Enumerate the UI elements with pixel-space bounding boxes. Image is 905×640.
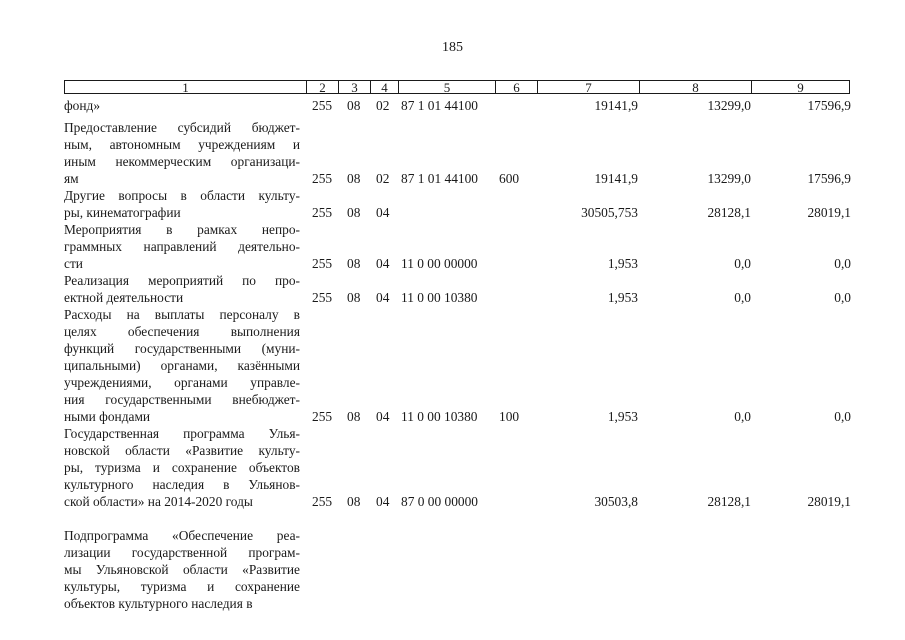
description-line: Предоставление субсидий бюджет- xyxy=(64,120,300,135)
description-line: граммных направлений деятельно- xyxy=(64,239,300,254)
description-line: Реализация мероприятий по про- xyxy=(64,273,300,288)
description-line: новской области «Развитие культу- xyxy=(64,443,300,458)
cell-col-2: 255 xyxy=(312,409,333,424)
row-description xyxy=(64,97,300,114)
cell-col-2: 255 xyxy=(312,98,333,113)
cell-col-9: 0,0 xyxy=(834,256,851,271)
description-line: фонд» xyxy=(64,98,101,113)
header-col-9: 9 xyxy=(752,80,850,94)
cell-col-4: 04 xyxy=(376,494,390,509)
cell-col-5: 87 1 01 44100 xyxy=(401,98,478,113)
table-row xyxy=(64,527,850,612)
cell-col-9: 0,0 xyxy=(834,290,851,305)
description-line: ципальными) органами, казёнными xyxy=(64,358,300,373)
cell-col-8: 13299,0 xyxy=(707,98,751,113)
cell-col-8: 28128,1 xyxy=(707,494,751,509)
table-header xyxy=(64,80,850,95)
table-row xyxy=(64,425,850,510)
cell-col-5: 11 0 00 00000 xyxy=(401,256,478,271)
cell-col-6: 600 xyxy=(499,171,520,186)
table-row xyxy=(64,187,850,221)
cell-col-7: 30503,8 xyxy=(594,494,638,509)
cell-col-7: 1,953 xyxy=(607,290,638,305)
description-line: ры, туризма и сохранение объектов xyxy=(64,460,300,475)
cell-col-3: 08 xyxy=(347,205,361,220)
cell-col-7: 19141,9 xyxy=(594,98,638,113)
cell-col-6: 100 xyxy=(499,409,520,424)
cell-col-2: 255 xyxy=(312,205,333,220)
description-line: Расходы на выплаты персоналу в xyxy=(64,307,300,322)
cell-col-8: 0,0 xyxy=(734,290,751,305)
description-line: ектной деятельности xyxy=(64,290,184,305)
description-line: Подпрограмма «Обеспечение реа- xyxy=(64,528,300,543)
header-col-3: 3 xyxy=(339,80,371,94)
cell-col-5: 11 0 00 10380 xyxy=(401,290,478,305)
cell-col-8: 13299,0 xyxy=(707,171,751,186)
table-row xyxy=(64,97,850,114)
cell-col-8: 0,0 xyxy=(734,409,751,424)
cell-col-5: 87 1 01 44100 xyxy=(401,171,478,186)
description-line: лизации государственной програм- xyxy=(64,545,300,560)
cell-col-2: 255 xyxy=(312,494,333,509)
header-col-7: 7 xyxy=(538,80,640,94)
header-col-1: 1 xyxy=(64,80,307,94)
cell-col-3: 08 xyxy=(347,409,361,424)
row-description xyxy=(64,187,300,221)
cell-col-2: 255 xyxy=(312,171,333,186)
description-line: функций государственными (муни- xyxy=(64,341,300,356)
cell-col-3: 08 xyxy=(347,171,361,186)
cell-col-7: 1,953 xyxy=(607,409,638,424)
cell-col-5: 11 0 00 10380 xyxy=(401,409,478,424)
cell-col-2: 255 xyxy=(312,256,333,271)
cell-col-9: 0,0 xyxy=(834,409,851,424)
description-line: Государственная программа Улья- xyxy=(64,426,300,441)
cell-col-3: 08 xyxy=(347,290,361,305)
table-row xyxy=(64,221,850,272)
page-number: 185 xyxy=(442,40,463,55)
description-line: ской области» на 2014-2020 годы xyxy=(64,494,253,509)
row-description xyxy=(64,527,300,612)
description-line: учреждениями, органами управле- xyxy=(64,375,300,390)
cell-col-4: 04 xyxy=(376,256,390,271)
row-description xyxy=(64,425,300,510)
cell-col-3: 08 xyxy=(347,494,361,509)
description-line: мы Ульяновской области «Развитие xyxy=(64,562,300,577)
description-line: Другие вопросы в области культу- xyxy=(64,188,300,203)
cell-col-9: 28019,1 xyxy=(807,205,851,220)
row-description xyxy=(64,306,300,425)
description-line: ния государственными внебюджет- xyxy=(64,392,300,407)
cell-col-2: 255 xyxy=(312,290,333,305)
description-line: сти xyxy=(64,256,83,271)
cell-col-7: 19141,9 xyxy=(594,171,638,186)
cell-col-3: 08 xyxy=(347,98,361,113)
description-line: ям xyxy=(64,171,79,186)
cell-col-7: 30505,753 xyxy=(581,205,638,220)
cell-col-3: 08 xyxy=(347,256,361,271)
header-col-8: 8 xyxy=(640,80,752,94)
header-col-6: 6 xyxy=(496,80,538,94)
row-description xyxy=(64,221,300,272)
cell-col-7: 1,953 xyxy=(607,256,638,271)
description-line: иным некоммерческим организаци- xyxy=(64,154,300,169)
table-row xyxy=(64,306,850,425)
cell-col-8: 0,0 xyxy=(734,256,751,271)
description-line: ным, автономным учреждениям и xyxy=(64,137,300,152)
description-line: ными фондами xyxy=(64,409,151,424)
row-description xyxy=(64,272,300,306)
cell-col-4: 04 xyxy=(376,290,390,305)
cell-col-9: 17596,9 xyxy=(807,98,851,113)
description-line: объектов культурного наследия в xyxy=(64,596,253,611)
cell-col-9: 17596,9 xyxy=(807,171,851,186)
cell-col-4: 02 xyxy=(376,171,390,186)
cell-col-8: 28128,1 xyxy=(707,205,751,220)
header-col-5: 5 xyxy=(399,80,496,94)
description-line: культуры, туризма и сохранение xyxy=(64,579,300,594)
header-col-2: 2 xyxy=(307,80,339,94)
cell-col-5: 87 0 00 00000 xyxy=(401,494,478,509)
cell-col-4: 04 xyxy=(376,409,390,424)
table-row xyxy=(64,119,850,187)
cell-col-9: 28019,1 xyxy=(807,494,851,509)
table-row xyxy=(64,272,850,306)
cell-col-4: 04 xyxy=(376,205,390,220)
cell-col-4: 02 xyxy=(376,98,390,113)
description-line: культурного наследия в Ульянов- xyxy=(64,477,300,492)
description-line: ры, кинематографии xyxy=(64,205,181,220)
description-line: целях обеспечения выполнения xyxy=(64,324,300,339)
header-col-4: 4 xyxy=(371,80,399,94)
description-line: Мероприятия в рамках непро- xyxy=(64,222,300,237)
row-description xyxy=(64,119,300,187)
